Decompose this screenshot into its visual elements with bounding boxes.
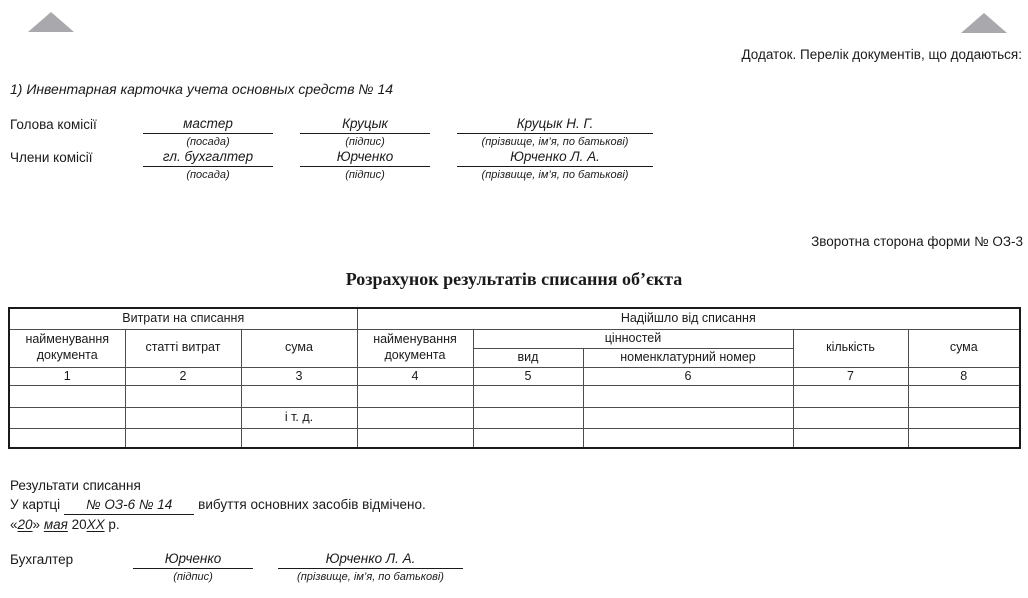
col-header-doc-name-1: найменування документа [9,329,125,367]
etc-note-cell: і т. д. [241,408,357,429]
card-line [10,495,426,515]
col-header-nomenclature: номенклатурний номер [583,348,793,367]
position-field [143,149,273,181]
col-header-doc-name-2: найменування документа [357,329,473,367]
appendix-note: Додаток. Перелік документів, що додаються: [741,47,1022,62]
empty-cell [793,386,908,408]
date-month: мая [43,517,68,532]
col-number: 4 [357,367,473,386]
commission-members-label: Члени комісії [10,150,93,165]
commission-row-members [10,149,653,181]
empty-cell [473,386,583,408]
empty-cell [9,429,125,448]
col-header-quantity: кількість [793,329,908,367]
position-caption: (посада) [186,169,230,181]
signature-field [300,116,430,148]
section-title: Розрахунок результатів списання об’єкта [345,269,683,289]
signature-field [133,551,253,583]
col-number: 7 [793,367,908,386]
results-heading: Результати списання [10,478,141,493]
empty-cell [125,429,241,448]
table-row [9,386,1020,408]
col-number: 3 [241,367,357,386]
year-prefix: 20 [71,517,87,532]
group-header-received: Надійшло від списання [357,308,1020,329]
empty-cell [473,408,583,429]
col-number: 8 [908,367,1020,386]
quote-close: » [32,517,41,532]
position-value: гл. бухгалтер [143,149,273,167]
writeoff-results-table [8,307,1021,449]
position-value: мастер [143,116,273,134]
col-header-sum-2: сума [908,329,1020,367]
commission-head-label: Голова комісії [10,117,97,132]
scroll-up-right-icon[interactable] [961,13,1007,33]
table-row [9,429,1020,448]
fullname-value: Круцык Н. Г. [457,116,653,134]
fullname-value: Юрченко Л. А. [278,551,463,569]
quote-open: « [10,517,18,532]
date-day: 20 [17,517,33,532]
writeoff-results-block [10,476,426,534]
group-header-expenses: Витрати на списання [9,308,357,329]
date-line [10,515,426,534]
fullname-value: Юрченко Л. А. [457,149,653,167]
empty-cell [908,386,1020,408]
fullname-field [457,116,653,148]
year-era: р. [108,517,120,532]
col-number: 5 [473,367,583,386]
empty-cell [357,386,473,408]
col-header-sum-1: сума [241,329,357,367]
col-number: 2 [125,367,241,386]
signature-value: Круцык [300,116,430,134]
col-header-kind: вид [473,348,583,367]
empty-cell [357,408,473,429]
empty-cell [241,386,357,408]
empty-cell [241,429,357,448]
accountant-label: Бухгалтер [10,552,74,567]
col-header-valuables: цінностей [473,329,793,348]
empty-cell [793,429,908,448]
empty-cell [125,408,241,429]
commission-signatures [10,116,653,182]
empty-cell [125,386,241,408]
fullname-field [278,551,463,583]
signature-value: Юрченко [300,149,430,167]
signature-caption: (підпис) [173,571,213,583]
fullname-caption: (прізвище, ім’я, по батькові) [481,169,629,181]
year-suffix: ХХ [86,517,105,532]
position-field [143,116,273,148]
card-prefix: У картці [10,497,61,512]
commission-row-head [10,116,653,148]
empty-cell [793,408,908,429]
signature-caption: (підпис) [345,136,385,148]
card-suffix: вибуття основних засобів відмічено. [198,497,426,512]
signature-value: Юрченко [133,551,253,569]
signature-field [300,149,430,181]
col-header-expense-items: статті витрат [125,329,241,367]
empty-cell [583,408,793,429]
position-caption: (посада) [186,136,230,148]
empty-cell [583,429,793,448]
empty-cell [908,408,1020,429]
accountant-signature-block [10,551,463,583]
attached-document-item: 1) Инвентарная карточка учета основных средств № 14 [10,81,394,97]
col-number: 1 [9,367,125,386]
empty-cell [473,429,583,448]
empty-cell [9,386,125,408]
empty-cell [583,386,793,408]
signature-caption: (підпис) [345,169,385,181]
fullname-caption: (прізвище, ім’я, по батькові) [481,136,629,148]
scroll-up-left-icon[interactable] [28,12,74,32]
empty-cell [9,408,125,429]
card-number-value: № ОЗ-6 № 14 [64,495,194,515]
form-side-note: Зворотна сторона форми № ОЗ-3 [811,234,1023,249]
table-row [9,408,1020,429]
empty-cell [357,429,473,448]
fullname-caption: (прізвище, ім’я, по батькові) [297,571,444,583]
empty-cell [908,429,1020,448]
fullname-field [457,149,653,181]
col-number: 6 [583,367,793,386]
